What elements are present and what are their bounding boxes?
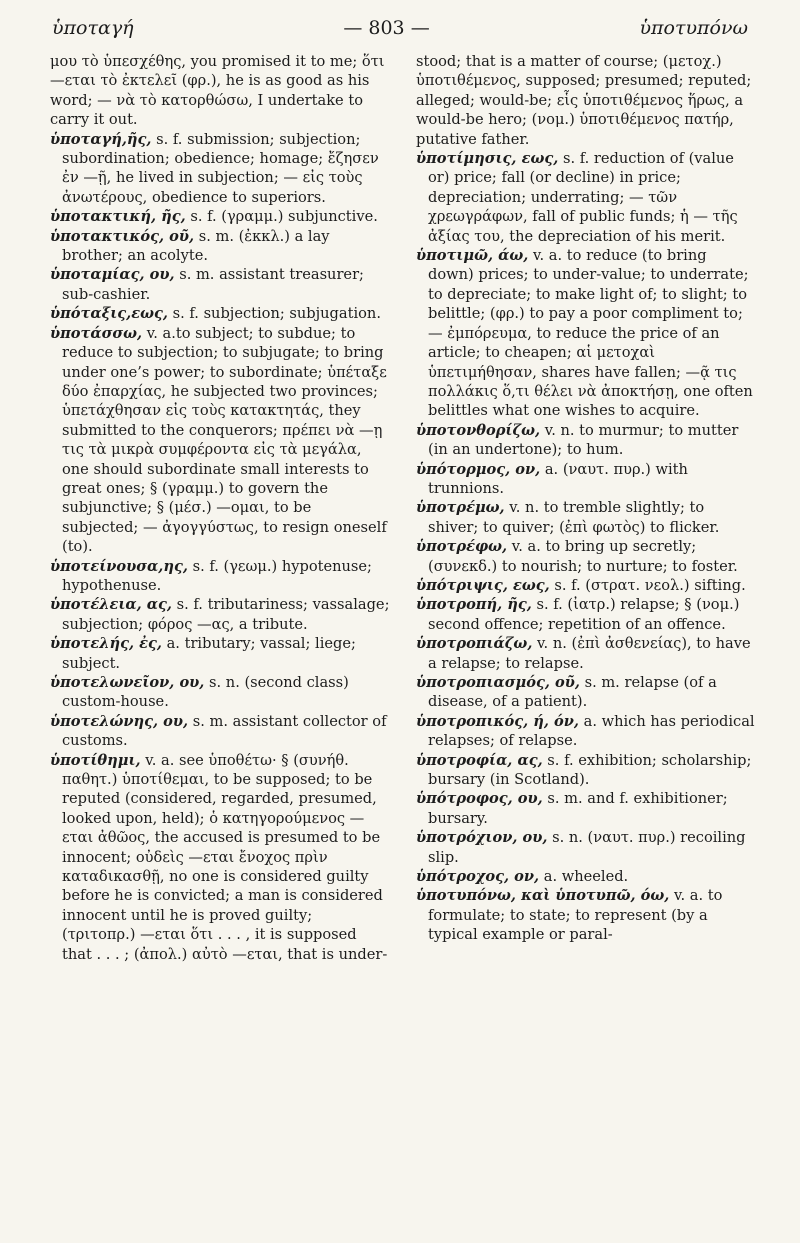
definition-text: v. n. (ἐπὶ ἀσθενείας), to have a relapse; to relapse. (428, 635, 751, 672)
definition-text: v. a. see ὑποθέτω· § (συνήθ. παθητ.) ὑποτίθεμαι, to be supposed; to be reputed (considered, regarded, presumed, looked upon, held); ὁ κατηγορούμενος —εται ἀθῶος, the accused is presumed to be innocent; οὐδεὶς —εται ἔνοχος πρὶν καταδικασθῇ, no one is considered guilty before he is convicted; a man is considered innocent until he is proved guilty; (τριτοπρ.) —εται ὅτι . . . , it is supposed that . . . ; (ἀπολ.) αὐτὸ —εται, that is under- (62, 751, 388, 963)
dictionary-entry (50, 265, 390, 304)
definition-text: s. m. relapse (of a disease, of a patient). (428, 674, 717, 711)
headword: ὑποτροπιασμός, οῦ, (416, 674, 580, 691)
definition-text: a. wheeled. (543, 868, 629, 886)
headword: ὑπότορμος, ον, (416, 460, 541, 478)
definition-text: s. m. and f. exhibitioner; bursary. (428, 790, 728, 827)
definition-text: v. n. to tremble slightly; to shiver; to quiver; (ἐπὶ φωτὸς) to flicker. (428, 499, 720, 536)
definition-text: s. m. (ἐκκλ.) a lay brother; an acolyte. (62, 227, 330, 265)
dictionary-entry (50, 304, 390, 323)
headword: ὑποτροπικός, ή, όν, (416, 712, 579, 730)
headword: ὑποτιμῶ, άω, (416, 247, 529, 265)
definition-text: stood; that is a matter of course; (μετοχ.) ὑποτιθέμενος, supposed; presumed; reputed; alleged; would-be; εἷς ὑποτιθέμενος ἥρως, a would-be hero; (νομ.) ὑποτιθέμενος πατήρ, putative father. (416, 53, 752, 148)
dictionary-entry (416, 673, 756, 712)
dictionary-entry (416, 867, 756, 886)
definition-text: v. a. to reduce (to bring down) prices; to under-value; to underrate; to depreciate; to make light of; to slight; to belittle; (φρ.) to pay a poor compliment to; — ἐμπόρευμα, to reduce the price of an article; to cheapen; αἱ μετοχαὶ ὑπετιμήθησαν, shares have fallen; —ᾷ τις πολλάκις ὅ,τι θέλει νὰ ἀποκτήσῃ, one often belittles what one wishes to acquire. (428, 247, 753, 420)
headword: ὑποτείνουσα,ης, (50, 557, 188, 575)
dictionary-entry (50, 595, 390, 634)
dictionary-entry (416, 828, 756, 867)
definition-text: v. a. to bring up secretly; (συνεκδ.) to nourish; to nurture; to foster. (428, 538, 738, 575)
definition-text: s. f. (γεωμ.) hypotenuse; hypothenuse. (62, 557, 372, 594)
headword: ὑποτονθορίζω, (416, 421, 541, 439)
headword: ὑποτροπιάζω, (416, 635, 533, 653)
headword: ὑποτίμησις, εως, (416, 150, 559, 168)
dictionary-entry (416, 789, 756, 828)
definition-text: s. m. assistant treasurer; sub-cashier. (62, 266, 364, 303)
definition-text: s. f. tributariness; vassalage; subjection; φόρος —ας, a tribute. (62, 596, 390, 633)
definition-text: s. f. subjection; subjugation. (172, 305, 381, 323)
dictionary-entry (416, 634, 756, 673)
definition-text: s. f. (ἰατρ.) relapse; § (νομ.) second offence; repetition of an offence. (428, 596, 740, 633)
headword: ὑποτελωνεῖον, ου, (50, 674, 205, 691)
dictionary-entry (416, 576, 756, 595)
definition-text: a. (ναυτ. πυρ.) with trunnions. (428, 460, 688, 497)
definition-text: s. f. reduction of (value or) price; fall (or decline) in price; depreciation; underrating; — τῶν χρεωγράφων, fall of public funds; ἡ — τῆς ἀξίας του, the depreciation of his merit. (428, 150, 738, 245)
left-column (50, 52, 390, 964)
dictionary-entry (50, 557, 390, 596)
headword: ὑπότροχος, ον, (416, 868, 540, 886)
headword: ὑποτρέμω, (416, 499, 505, 517)
dictionary-entry (416, 460, 756, 499)
dictionary-entry (50, 207, 390, 226)
headword: ὑπόταξις,εως, (50, 305, 168, 323)
dictionary-entry (50, 751, 390, 964)
definition-text: v. n. to murmur; to mutter (in an undertone); to hum. (428, 421, 739, 459)
headword: ὑποταμίας, ου, (50, 266, 175, 284)
dictionary-entry (50, 712, 390, 751)
headword: ὑποτροπή, ῆς, (416, 596, 532, 614)
headword: ὑπότριψις, εως, (416, 576, 550, 594)
entry-columns (50, 52, 756, 964)
definition-text: a. which has periodical relapses; of relapse. (428, 712, 755, 750)
headword: ὑποτέλεια, ας, (50, 596, 172, 614)
header-right-guideword: ὑποτυπόνω (639, 17, 748, 39)
definition-text: s. n. (second class) custom-house. (62, 674, 349, 711)
definition-text: v. a. to formulate; to state; to represent (by a typical example or paral- (428, 887, 723, 944)
dictionary-entry (416, 712, 756, 751)
definition-text: v. a.to subject; to subdue; to reduce to subjection; to subjugate; to bring under one’s power; to subordinate; ὑπέταξε δύο ἐπαρχίας, he subjected two provinces; ὑπετάχθησαν εἰς τοὺς κατακτητάς, they submitted to the conquerors; πρέπει νὰ —ῃ τις τὰ μικρὰ συμφέροντα εἰς τὰ μεγάλα, one should subordinate small interests to great ones; § (γραμμ.) to govern the subjunctive; § (μέσ.) —ομαι, to be subjected; — ἀγογγύστως, to resign oneself (to). (62, 324, 387, 556)
headword: ὑποτακτικός, οῦ, (50, 227, 195, 245)
dictionary-entry (50, 130, 390, 208)
dictionary-entry (50, 634, 390, 673)
headword: ὑποταγή,ῆς, (50, 130, 152, 148)
headword: ὑποτάσσω, (50, 324, 143, 342)
dictionary-entry (416, 886, 756, 944)
dictionary-entry (416, 149, 756, 246)
entry-continuation (416, 52, 756, 149)
dictionary-entry (50, 227, 390, 266)
dictionary-entry (416, 537, 756, 576)
definition-text: μου τὸ ὑπεσχέθης, you promised it to me; ὅτι —εται τὸ ἐκτελεῖ (φρ.), he is as good as his word; — νὰ τὸ κατορθώσω, I undertake to carry it out. (50, 53, 385, 129)
dictionary-entry (416, 421, 756, 460)
header-left-guideword: ὑποταγή (52, 17, 134, 39)
definition-text: s. f. exhibition; scholarship; bursary (in Scotland). (428, 751, 752, 789)
definition-text: a. tributary; vassal; liege; subject. (62, 635, 356, 672)
headword: ὑποτίθημι, (50, 751, 141, 769)
headword: ὑποτρόχιον, ου, (416, 829, 548, 847)
definition-text: s. f. submission; subjection; subordination; obedience; homage; ἔζησεν ἐν —ῇ, he lived in subjection; — εἰς τοὺς ἀνωτέρους, obedience to superiors. (62, 130, 379, 206)
dictionary-entry (416, 498, 756, 537)
dictionary-entry (416, 246, 756, 421)
dictionary-entry (50, 673, 390, 712)
page-number: — 803 — (343, 17, 430, 39)
headword: ὑποτακτική, ῆς, (50, 208, 186, 226)
headword: ὑποτρέφω, (416, 538, 508, 556)
right-column (416, 52, 756, 964)
headword: ὑποτροφία, ας, (416, 751, 543, 769)
entry-continuation (50, 52, 390, 130)
page-header (52, 14, 748, 42)
dictionary-entry (416, 751, 756, 790)
definition-text: s. n. (ναυτ. πυρ.) recoiling slip. (428, 829, 746, 866)
definition-text: s. m. assistant collector of customs. (62, 712, 387, 750)
headword: ὑποτυπόνω, καὶ ὑποτυπῶ, όω, (416, 887, 670, 905)
definition-text: s. f. (γραμμ.) subjunctive. (190, 208, 378, 226)
dictionary-entry (416, 595, 756, 634)
headword: ὑποτελής, ἐς, (50, 635, 162, 653)
definition-text: s. f. (στρατ. νεολ.) sifting. (554, 576, 746, 594)
dictionary-entry (50, 324, 390, 557)
headword: ὑποτελώνης, ου, (50, 712, 189, 730)
headword: ὑπότροφος, ου, (416, 790, 543, 808)
